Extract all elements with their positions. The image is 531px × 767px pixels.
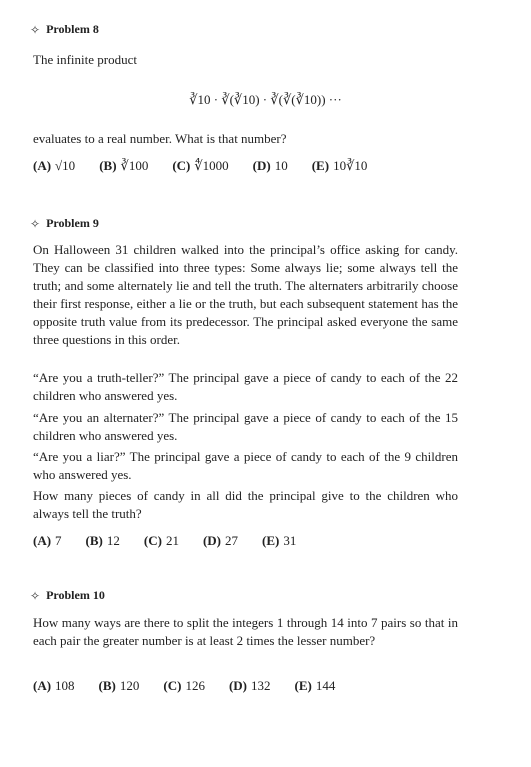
- problem-9-heading: [30, 216, 99, 231]
- problem-title: Problem 9: [46, 216, 99, 230]
- choice-d: (D) 27: [202, 533, 238, 548]
- choice-e: (E) 31: [261, 533, 297, 548]
- problem-9-paragraph-1: On Halloween 31 children walked into the principal’s office asking for candy. They can be classified into three types: Some always lie; some always tell the truth; and some alternately lie and tell the truth. The alternaters arbitrarily choose their first response, either a lie or the truth, but each subsequent statement has the opposite truth value from its predecessor. The principal asked everyone the same three questions in this order.: [33, 242, 458, 347]
- choice-a: (A) 108: [33, 678, 75, 693]
- problem-8-choices: [33, 158, 367, 174]
- choice-b: (B) ∛100: [99, 158, 149, 173]
- problem-9-paragraph-4: “Are you a liar?” The principal gave a piece of candy to each of the 9 children who answered yes.: [33, 449, 458, 482]
- choice-e: (E) 10∛10: [311, 158, 368, 173]
- problem-8-heading: [30, 22, 99, 37]
- problem-10-choices: [33, 678, 335, 694]
- choice-c: (C) 21: [143, 533, 179, 548]
- choice-b: (B) 12: [85, 533, 120, 548]
- infinite-product-expression: ∛10 · ∛(∛10) · ∛(∛(∛10)) ···: [189, 92, 342, 107]
- choice-d: (D) 132: [228, 678, 271, 693]
- diamond-bullet-icon: ✧: [30, 588, 41, 603]
- problem-9-paragraph-2: “Are you a truth-teller?” The principal gave a piece of candy to each of the 22 children who answered yes.: [33, 370, 458, 403]
- choice-e: (E) 144: [294, 678, 336, 693]
- choice-c: (C) 126: [163, 678, 205, 693]
- problem-8-intro: The infinite product: [33, 52, 137, 67]
- choice-a: (A) 7: [33, 533, 62, 548]
- problem-10-heading: [30, 588, 105, 603]
- problem-title: Problem 10: [46, 588, 105, 602]
- choice-d: (D) 10: [252, 158, 288, 173]
- problem-9-choices: [33, 533, 296, 549]
- choice-c: (C) ∜1000: [172, 158, 229, 173]
- choice-a: (A) √10: [33, 158, 76, 173]
- diamond-bullet-icon: ✧: [30, 22, 41, 37]
- problem-9-paragraph-3: “Are you an alternater?” The principal gave a piece of candy to each of the 15 children who answered yes.: [33, 410, 458, 443]
- choice-b: (B) 120: [98, 678, 140, 693]
- problem-9-paragraph-5: How many pieces of candy in all did the principal give to the children who always tell the truth?: [33, 488, 458, 521]
- problem-10-paragraph: How many ways are there to split the integers 1 through 14 into 7 pairs so that in each pair the greater number is at least 2 times the lesser number?: [33, 615, 458, 648]
- problem-8-question: evaluates to a real number. What is that number?: [33, 131, 287, 146]
- diamond-bullet-icon: ✧: [30, 216, 41, 231]
- problem-title: Problem 8: [46, 22, 99, 36]
